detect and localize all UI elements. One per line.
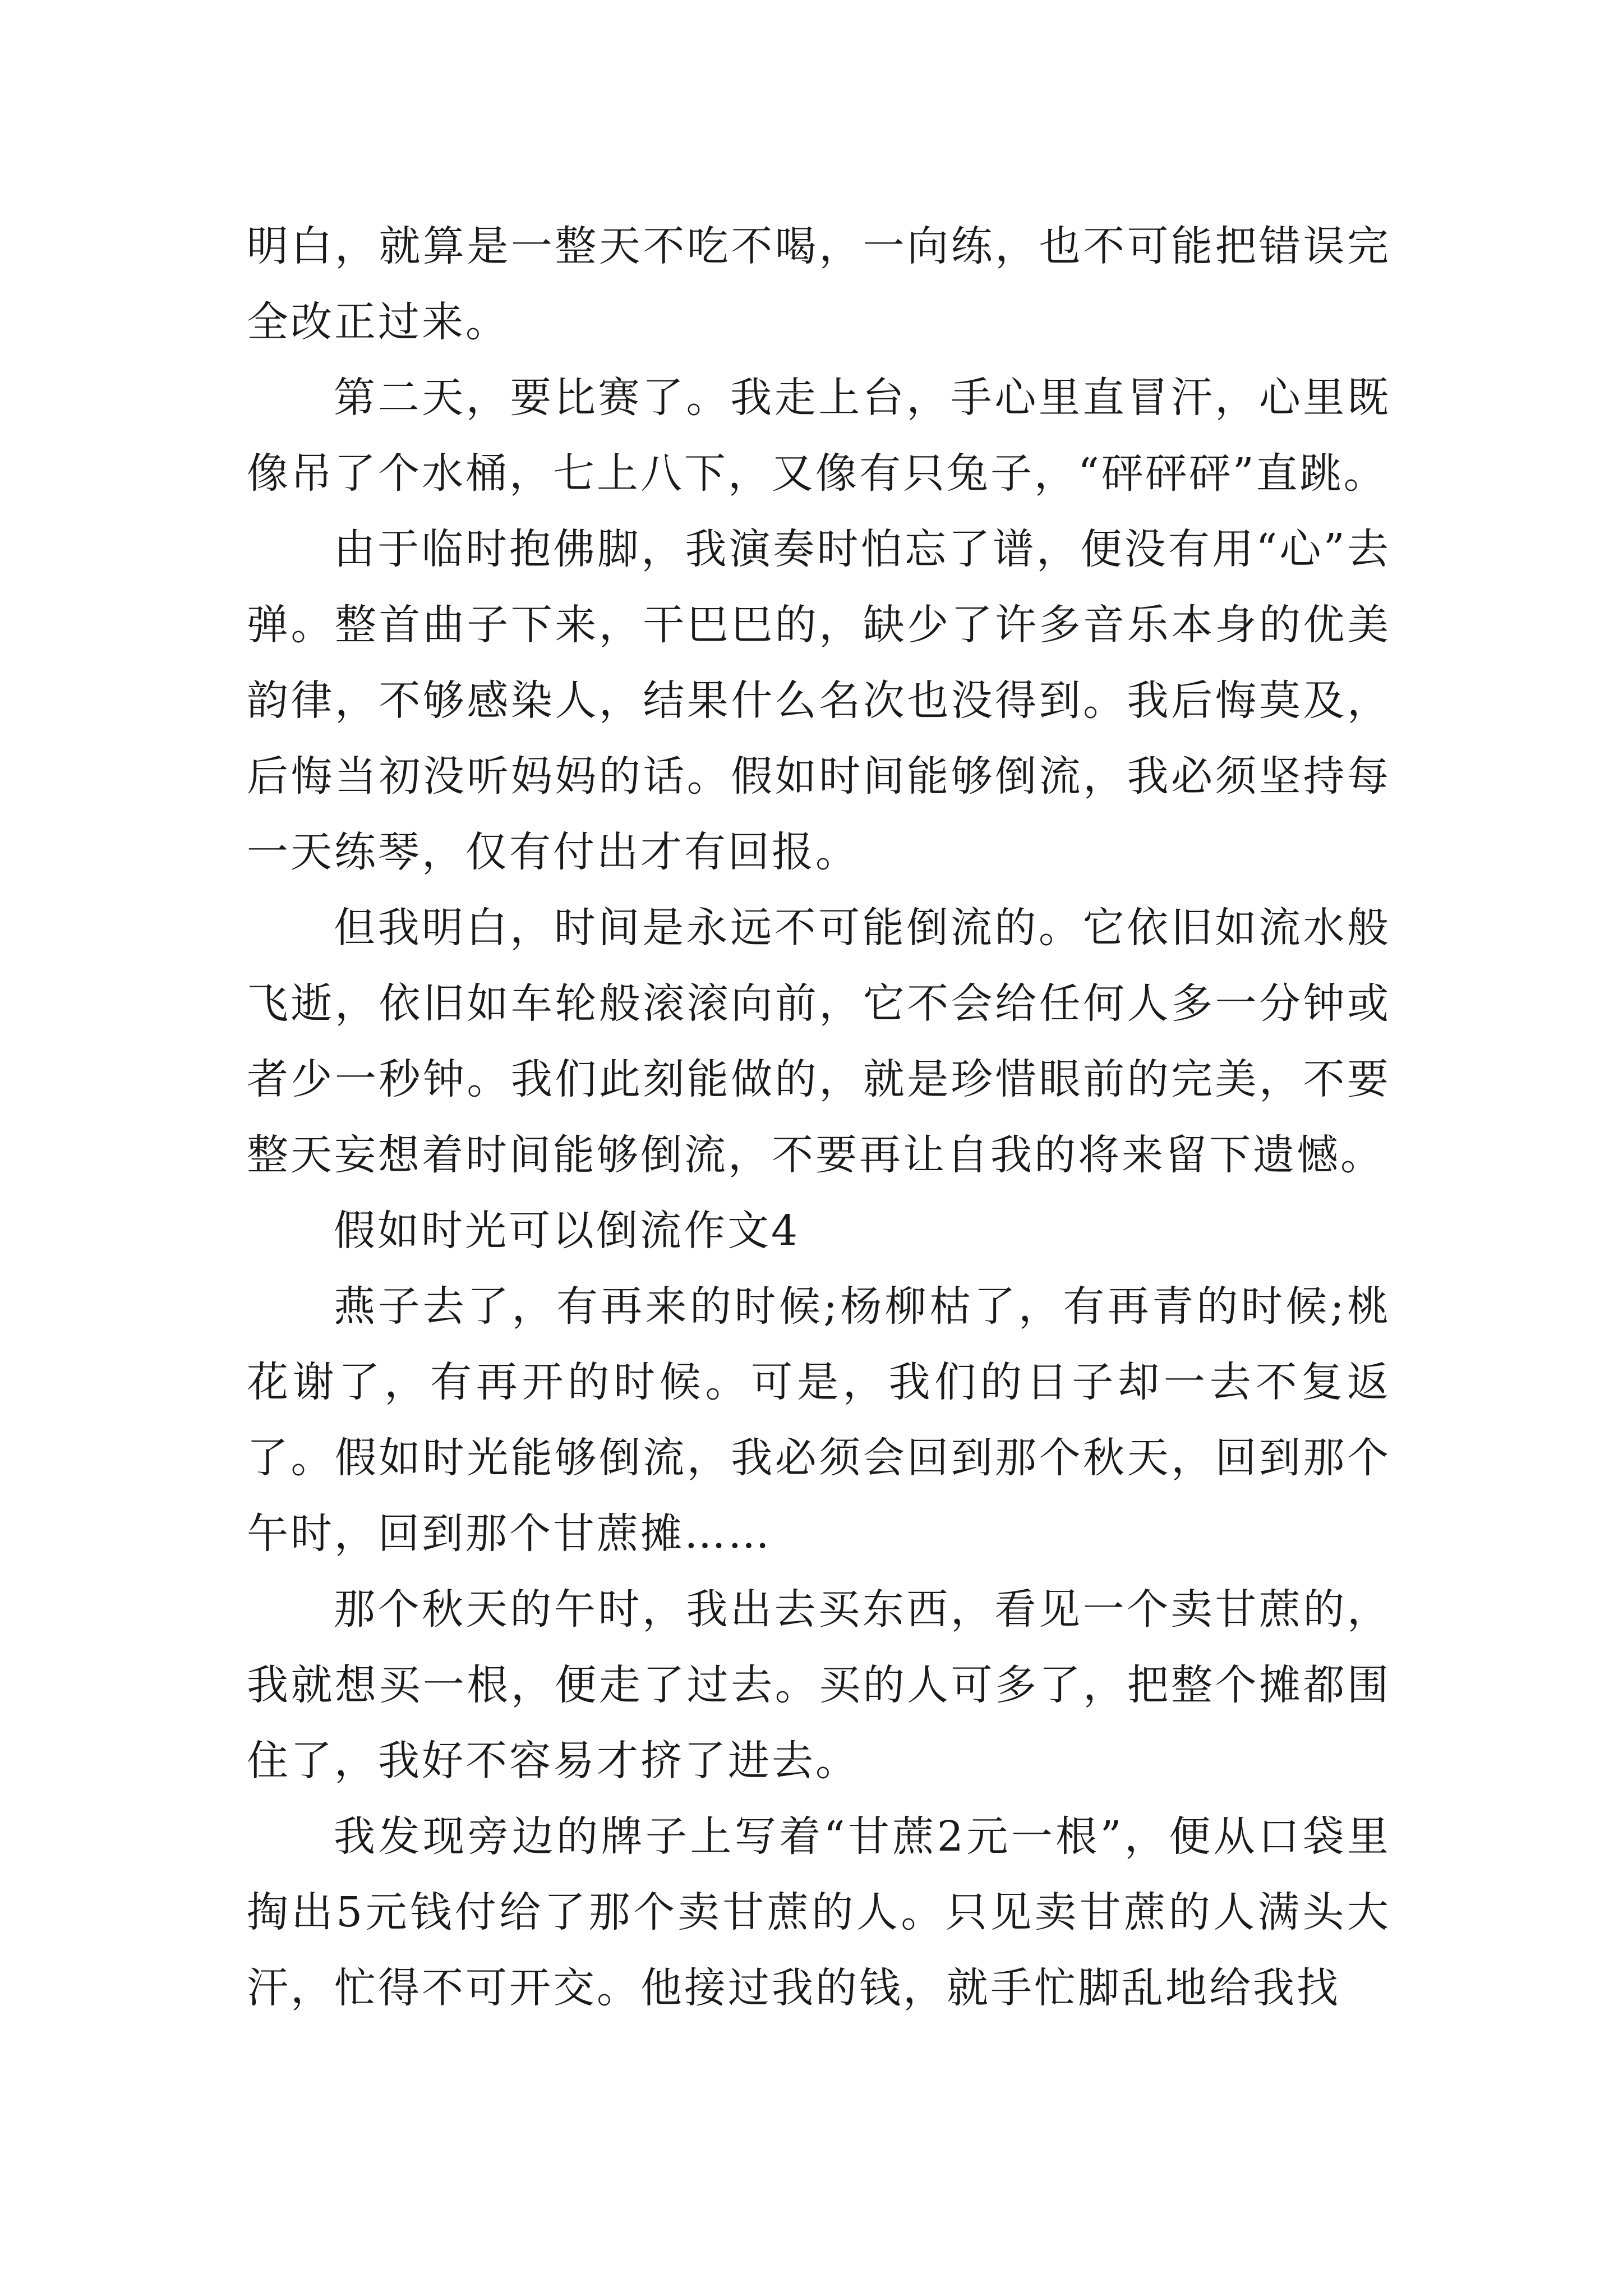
paragraph-1: 明白，就算是一整天不吃不喝，一向练，也不可能把错误完全改正过来。 [247, 222, 1391, 346]
document-body [247, 209, 1391, 2026]
paragraph-6: 那个秋天的午时，我出去买东西，看见一个卖甘蔗的，我就想买一根，便走了过去。买的人可多了，把整个摊都围住了，我好不容易才挤了进去。 [247, 1585, 1391, 1785]
paragraph-5: 燕子去了，有再来的时候;杨柳枯了，有再青的时候;桃花谢了，有再开的时候。可是，我们的日子却一去不复返了。假如时光能够倒流，我必须会回到那个秋天，回到那个午时，回到那个甘蔗摊…… [247, 1282, 1391, 1558]
paragraph-2: 第二天，要比赛了。我走上台，手心里直冒汗，心里既像吊了个水桶，七上八下，又像有只兔子，“砰砰砰”直跳。 [247, 374, 1391, 498]
paragraph-3: 由于临时抱佛脚，我演奏时怕忘了谱，便没有用“心”去弹。整首曲子下来，干巴巴的，缺少了许多音乐本身的优美韵律，不够感染人，结果什么名次也没得到。我后悔莫及，后悔当初没听妈妈的话。假如时间能够倒流，我必须坚持每一天练琴，仅有付出才有回报。 [247, 525, 1391, 876]
section-title: 假如时光可以倒流作文4 [334, 1207, 800, 1255]
paragraph-4: 但我明白，时间是永远不可能倒流的。它依旧如流水般飞逝，依旧如车轮般滚滚向前，它不会给任何人多一分钟或者少一秒钟。我们此刻能做的，就是珍惜眼前的完美，不要整天妄想着时间能够倒流，不要再让自我的将来留下遗憾。 [247, 904, 1391, 1179]
paragraph-7: 我发现旁边的牌子上写着“甘蔗2元一根”，便从口袋里掏出5元钱付给了那个卖甘蔗的人。只见卖甘蔗的人满头大汗，忙得不可开交。他接过我的钱，就手忙脚乱地给我找 [247, 1812, 1391, 2012]
